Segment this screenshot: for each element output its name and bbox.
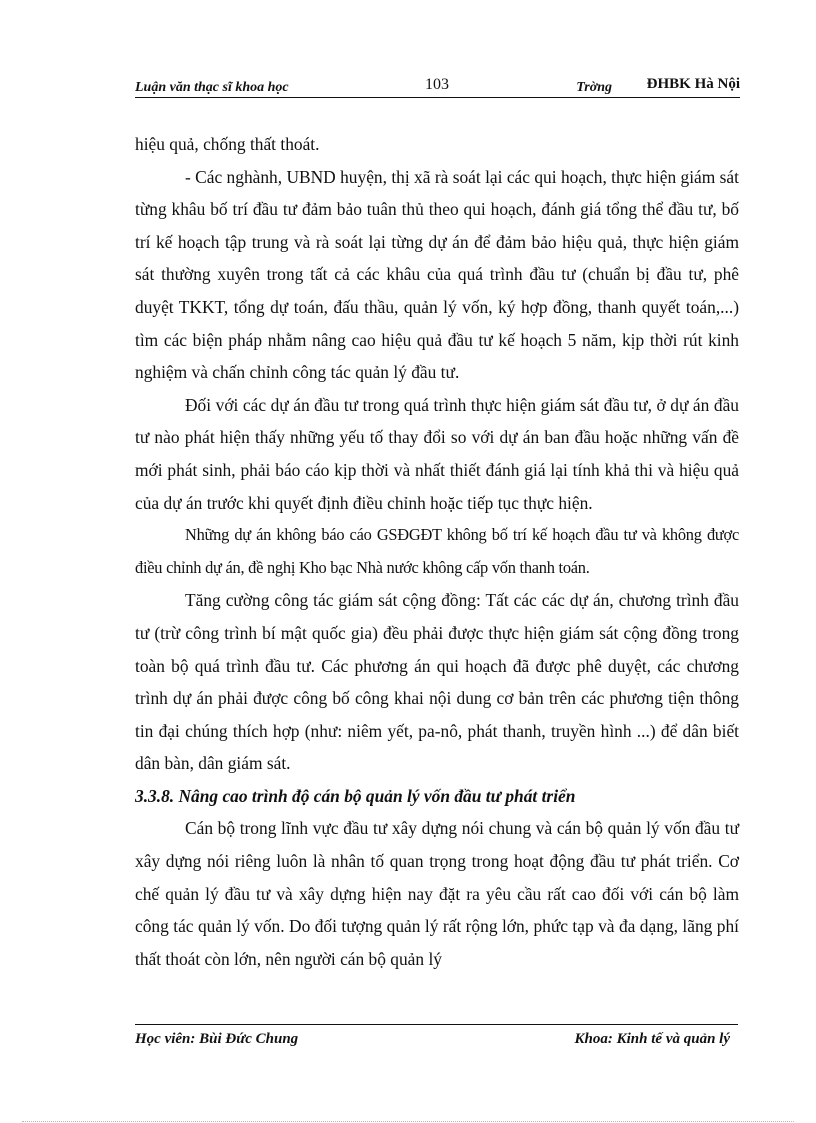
paragraph: Đối với các dự án đầu tư trong quá trình thực hiện giám sát đầu tư, ở dự án đầu tư nào phát hiện thấy những yếu tố thay đổi so với dự án ban đầu hoặc những vấn đề mới phát sinh, phải báo cáo kịp thời và nhất thiết đánh giá lại tính khả thi và hiệu quả của dự án trước khi quyết định điều chỉnh hoặc tiếp tục thực hiện. [135,394,739,513]
section-heading: 3.3.8. Nâng cao trình độ cán bộ quản lý vốn đầu tư phát triển [135,785,576,806]
paragraph: - Các nghành, UBND huyện, thị xã rà soát lại các qui hoạch, thực hiện giám sát từng khâu bố trí đầu tư đảm bảo tuân thủ theo qui hoạch, đánh giá tổng thể đầu tư, bố trí kế hoạch tập trung và rà soát lại từng dự án để đảm bảo hiệu quả, thực hiện giám sát thường xuyên trong tất cả các khâu của quá trình đầu tư (chuẩn bị đầu tư, phê duyệt TKKT, tổng dự toán, đấu thầu, quản lý vốn, ký hợp đồng, thanh quyết toán,...) tìm các biện pháp nhằm nâng cao hiệu quả đầu tư kế hoạch 5 năm, kịp thời rút kinh nghiệm và chấn chỉnh công tác quản lý đầu tư. [135,166,739,383]
paragraph: Những dự án không báo cáo GSĐGĐT không bố trí kế hoạch đầu tư và không được điều chỉnh dự án, đề nghị Kho bạc Nhà nước không cấp vốn thanh toán. [135,525,739,577]
page-body [135,128,739,975]
paragraph: Cán bộ trong lĩnh vực đầu tư xây dựng nói chung và cán bộ quản lý vốn đầu tư xây dựng nói riêng luôn là nhân tố quan trọng trong hoạt động đầu tư phát triển. Cơ chế quản lý đầu tư và xây dựng hiện nay đặt ra yêu cầu rất cao đối với cán bộ làm công tác quản lý vốn. Do đối tượng quản lý rất rộng lớn, phức tạp và đa dạng, lãng phí thất thoát còn lớn, nên người cán bộ quản lý [135,818,739,969]
student-name: Học viên: Bùi Đức Chung [135,1031,299,1047]
page-number: 103 [425,76,449,93]
page-footer [135,1024,738,1051]
school-prefix: Trờng [576,80,612,95]
page-edge-divider [22,1121,794,1122]
paragraph: hiệu quả, chống thất thoát. [135,134,320,154]
school-name: ĐHBK Hà Nội [646,76,740,92]
thesis-title: Luận văn thạc sĩ khoa học [135,80,289,95]
paragraph: Tăng cường công tác giám sát cộng đồng: Tất các các dự án, chương trình đầu tư (trừ công trình bí mật quốc gia) đều phải được thực hiện giám sát cộng đồng trong toàn bộ quá trình đầu tư. Các phương án qui hoạch đã được phê duyệt, các chương trình dự án phải được công bố công khai nội dung cơ bản trên các phương tiện thông tin đại chúng thích hợp (như: niêm yết, pa-nô, phát thanh, truyền hình ...) để dân biết dân bàn, dân giám sát. [135,590,739,774]
faculty-name: Khoa: Kinh tế và quản lý [574,1031,730,1047]
page-header [135,76,740,98]
